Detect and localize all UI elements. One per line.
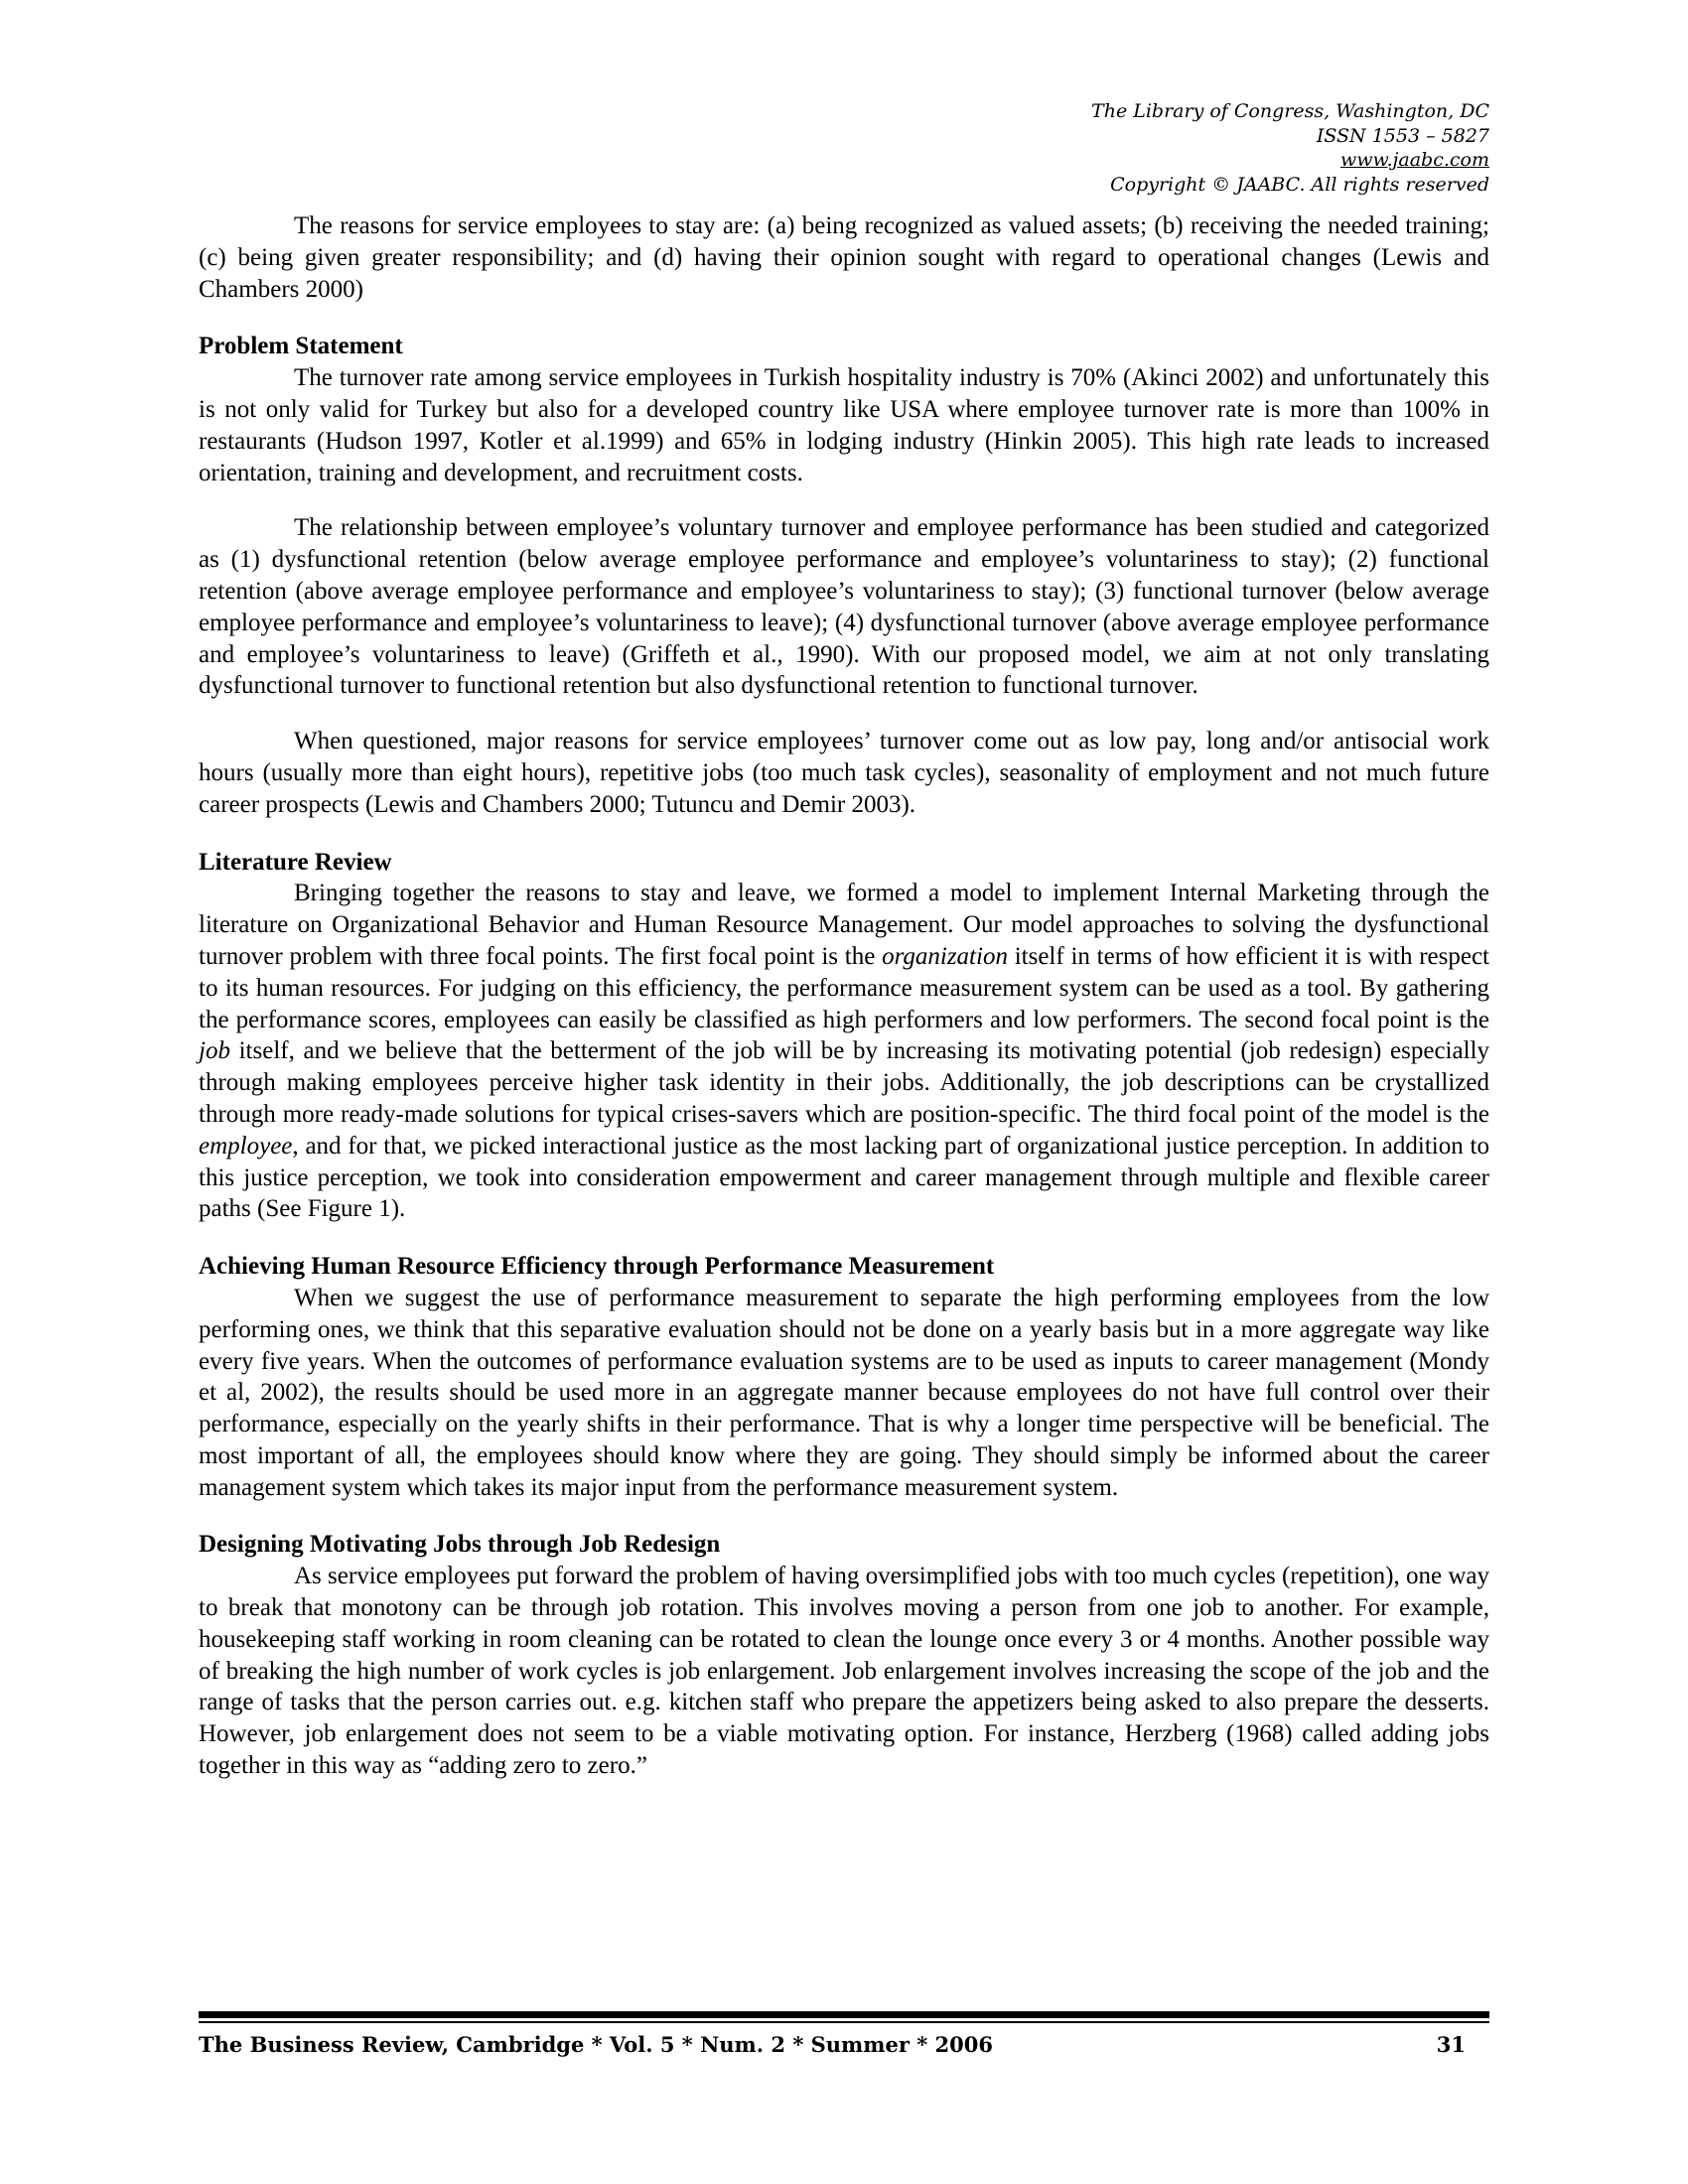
running-header <box>794 99 1489 197</box>
header-url-link[interactable]: www.jaabc.com <box>1339 149 1489 171</box>
problem-paragraph-1: The turnover rate among service employees in Turkish hospitality industry is 70% (Akinci 2002) and unfortunately this is not only valid for Turkey but also for a developed country like USA where employee turnover rate is more than 100% in restaurants (Hudson 1997, Kotler et al.1999) and 65% in lodging industry (Hinkin 2005). This high rate leads to increased orientation, training and development, and recruitment costs. <box>199 364 1489 486</box>
literature-paragraph <box>199 878 1489 1225</box>
job-redesign-paragraph: As service employees put forward the problem of having oversimplified jobs with too much cycles (repetition), one way to break that monotony can be through job rotation. This involves moving a person from one job to another. For example, housekeeping staff working in room cleaning can be rotated to clean the lounge once every 3 or 4 months. Another possible way of breaking the high number of work cycles is job enlargement. Job enlargement involves increasing the scope of the job and the range of tasks that the person carries out. e.g. kitchen staff who prepare the appetizers being asked to also prepare the desserts. However, job enlargement does not seem to be a viable motivating option. For instance, Herzberg (1968) called adding jobs together in this way as “adding zero to zero.” <box>199 1563 1489 1780</box>
header-copyright: Copyright © JAABC. All rights reserved <box>1110 173 1489 196</box>
intro-paragraph: The reasons for service employees to stay are: (a) being recognized as valued assets; (b) receiving the needed training; (c) being given greater responsibility; and (d) having their opinion sought with regard to operational changes (Lewis and Chambers 2000) <box>199 212 1489 303</box>
literature-text-2: itself in terms of how efficient it is with respect to its human resources. For judging on this efficiency, the performance measurement system can be used as a tool. By gathering the performance scores, employees can easily be classified as high performers and low performers. The second focal point is the <box>199 942 1489 1033</box>
hr-paragraph: When we suggest the use of performance measurement to separate the high performing employees from the low performing ones, we think that this separative evaluation should not be done on a yearly basis but in a more aggregate way like every five years. When the outcomes of performance evaluation systems are to be used as inputs to career management (Mondy et al, 2002), the results should be used more in an aggregate manner because employees do not have full control over their performance, especially on the yearly shifts in their performance. That is why a longer time perspective will be beneficial. The most important of all, the employees should know where they are going. They should simply be informed about the career management system which takes its major input from the performance measurement system. <box>199 1284 1489 1501</box>
literature-text-3: itself, and we believe that the betterment of the job will be by increasing its motivating potential (job redesign) especially through making employees perceive higher task identity in their jobs. Additionally, the job descriptions can be crystallized through more ready-made solutions for typical crises-savers which are position-specific. The third focal point of the model is the <box>199 1037 1489 1128</box>
emphasis-organization: organization <box>882 942 1008 970</box>
footer-journal-info: The Business Review, Cambridge * Vol. 5 * Num. 2 * Summer * 2006 <box>199 2032 993 2057</box>
problem-paragraph-2: The relationship between employee’s voluntary turnover and employee performance has been studied and categorized as (1) dysfunctional retention (below average employee performance and employee’s voluntariness to stay); (2) functional retention (above average employee performance and employee’s voluntariness to stay); (3) functional turnover (below average employee performance and employee’s voluntariness to leave); (4) dysfunctional turnover (above average employee performance and employee’s voluntariness to leave) (Griffeth et al., 1990). With our proposed model, we aim at not only translating dysfunctional turnover to functional retention but also dysfunctional retention to functional turnover. <box>199 514 1489 700</box>
section-heading-job-redesign: Designing Motivating Jobs through Job Redesign <box>199 1531 721 1559</box>
section-heading-hr-efficiency: Achieving Human Resource Efficiency through Performance Measurement <box>199 1253 995 1281</box>
problem-paragraph-3: When questioned, major reasons for service employees’ turnover come out as low pay, long and/or antisocial work hours (usually more than eight hours), repetitive jobs (too much task cycles), seasonality of employment and not much future career prospects (Lewis and Chambers 2000; Tutuncu and Demir 2003). <box>199 728 1489 818</box>
header-issn: ISSN 1553 – 5827 <box>1316 124 1489 147</box>
emphasis-employee: employee <box>199 1132 293 1160</box>
section-heading-problem-statement: Problem Statement <box>199 333 403 360</box>
literature-text-1: Bringing together the reasons to stay and leave, we formed a model to implement Internal Marketing through the literature on Organizational Behavior and Human Resource Management. Our model approaches to solving the dysfunctional turnover problem with three focal points. The first focal point is the <box>199 880 1489 970</box>
section-heading-literature-review: Literature Review <box>199 848 392 876</box>
body-text <box>199 210 1489 1782</box>
footer-rule-thin <box>199 2021 1489 2023</box>
emphasis-job: job <box>199 1037 230 1065</box>
page-number: 31 <box>1436 2032 1466 2057</box>
header-library: The Library of Congress, Washington, DC <box>1091 100 1489 122</box>
footer-rule-thick <box>199 2011 1489 2018</box>
literature-text-4: , and for that, we picked interactional justice as the most lacking part of organizational justice perception. In addition to this justice perception, we took into consideration empowerment and career management through multiple and flexible career paths (See Figure 1). <box>199 1132 1489 1223</box>
